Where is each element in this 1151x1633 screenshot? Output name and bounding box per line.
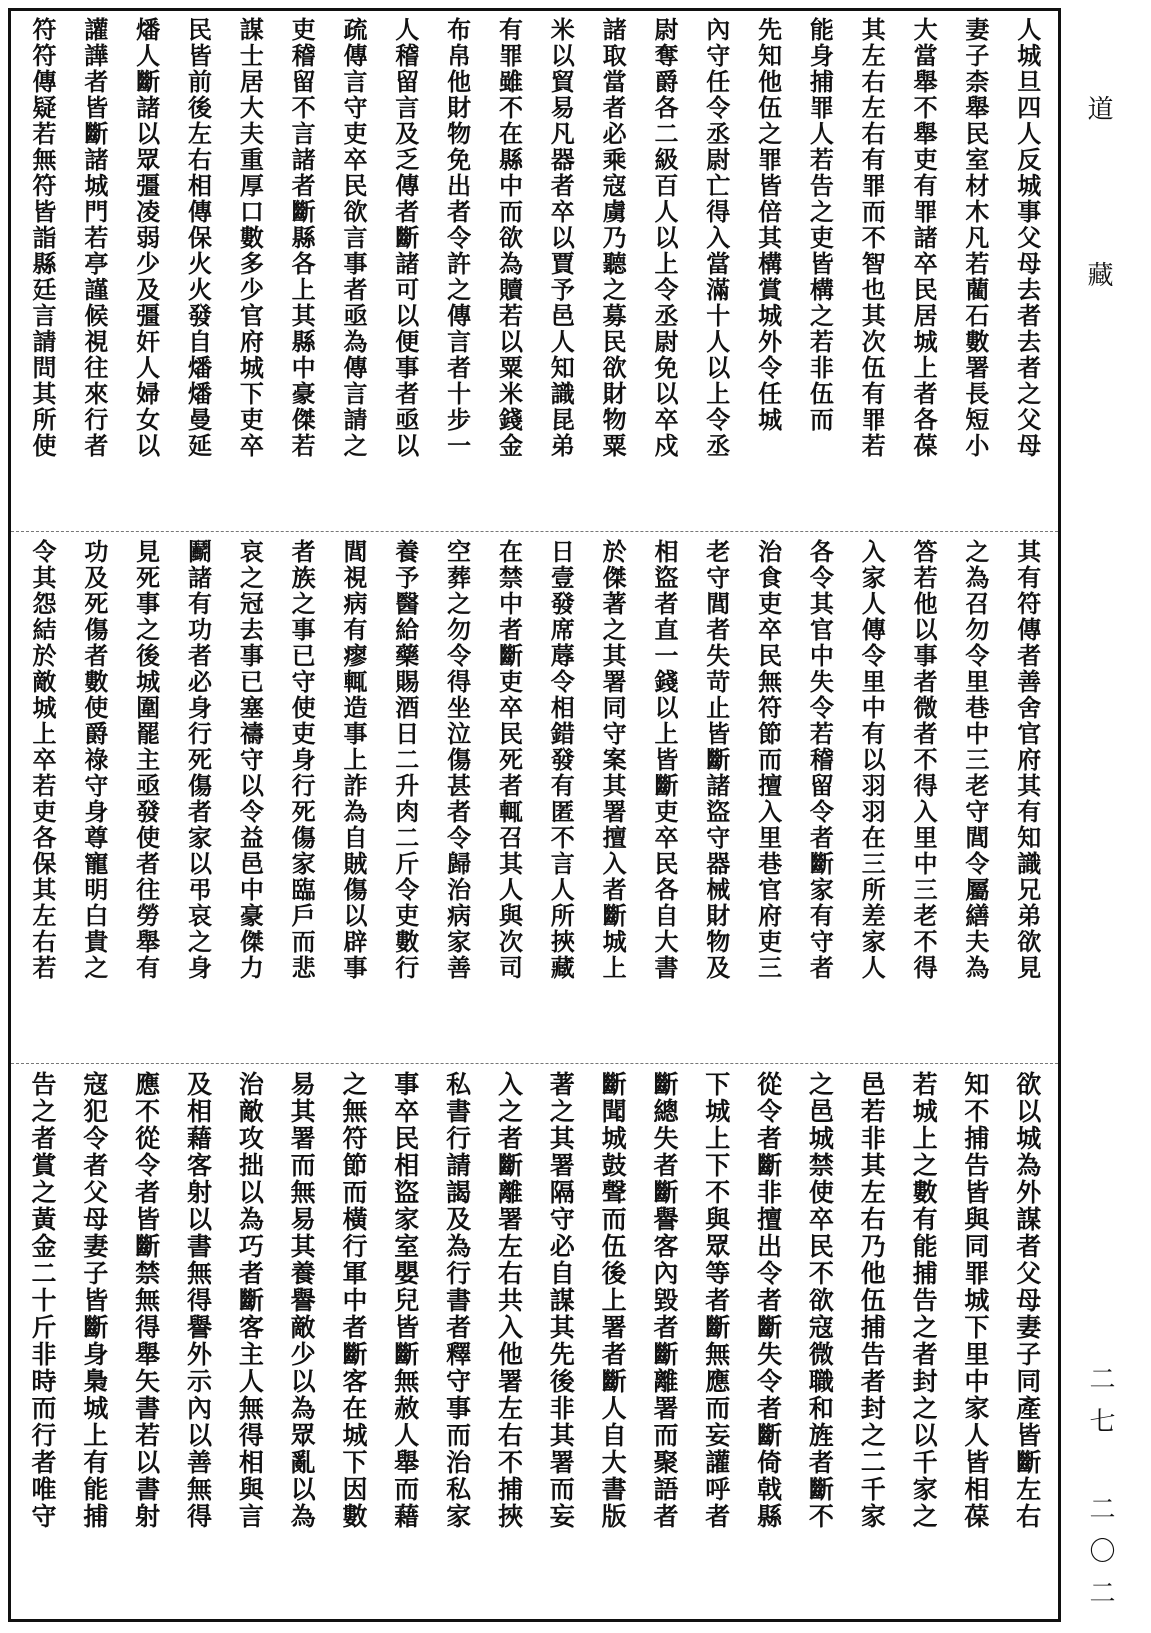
text-column: 其左右左右有罪而不智也其次伍有罪若 bbox=[857, 17, 887, 459]
text-column: 入家人傳令里中有以羽羽在三所差家人 bbox=[857, 539, 887, 981]
text-column: 告之者賞之黃金二十斤非時而行者唯守 bbox=[28, 1071, 57, 1530]
text-column: 者族之事已守使吏身行死傷家臨戶而悲 bbox=[287, 539, 317, 981]
text-column: 其有符傳者善舍官府其有知識兄弟欲見 bbox=[1012, 539, 1042, 981]
text-panel-top bbox=[11, 11, 1058, 529]
text-column: 從令者斷非擅出令者斷失令者斷倚戟縣 bbox=[753, 1071, 783, 1530]
text-column: 令其怨結於敵城上卒若吏各保其左右若 bbox=[28, 539, 57, 981]
text-column: 欲以城為外謀者父母妻子同產皆斷左右 bbox=[1012, 1071, 1042, 1530]
text-column: 吏稽留不言諸者斷縣各上其縣中豪傑若 bbox=[287, 17, 317, 459]
text-column: 之無符節而橫行軍中者斷客在城下因數 bbox=[338, 1071, 368, 1530]
text-column: 人城旦四人反城事父母去者去者之父母 bbox=[1012, 17, 1042, 459]
text-column: 讙譁者皆斷諸城門若亭謹候視往來行者 bbox=[79, 17, 109, 459]
text-column: 邑若非其左右乃他伍捕告者封之二千家 bbox=[857, 1071, 887, 1530]
text-column: 空葬之勿令得坐泣傷甚者令歸治病家善 bbox=[442, 539, 472, 981]
text-column: 治敵攻拙以為巧者斷客主人無得相與言 bbox=[235, 1071, 265, 1530]
text-column: 應不從令者皆斷禁無得舉矢書若以書射 bbox=[131, 1071, 161, 1530]
text-column: 大當舉不舉吏有罪諸卒民居城上者各葆 bbox=[909, 17, 939, 459]
text-column: 有罪雖不在縣中而欲為贖若以粟米錢金 bbox=[494, 17, 524, 459]
text-column: 及相藉客射以書無得譽外示內以善無得 bbox=[183, 1071, 213, 1530]
page-number: 二七 二〇二 bbox=[1085, 1365, 1115, 1621]
text-column: 斷聞城鼓聲而伍後上署者斷人自大書版 bbox=[598, 1071, 628, 1530]
text-column: 功及死傷者數使爵祿守身尊寵明白貴之 bbox=[79, 539, 109, 981]
text-column: 尉奪爵各二級百人以上令丞尉免以卒戍 bbox=[649, 17, 679, 459]
text-column: 布帛他財物免出者令許之傳言者十步一 bbox=[442, 17, 472, 459]
text-column: 能身捕罪人若告之吏皆構之若非伍而 bbox=[805, 17, 835, 433]
text-column: 斷總失者斷譽客內毀者斷離署而聚語者 bbox=[649, 1071, 679, 1530]
text-column: 哀之冠去事已塞禱守以令益邑中豪傑力 bbox=[235, 539, 265, 981]
text-column: 養予醫給藥賜酒日二升肉二斤令吏數行 bbox=[390, 539, 420, 981]
text-column: 易其署而無易其養譽敵少以為眾亂以為 bbox=[287, 1071, 317, 1530]
panel-divider bbox=[11, 1063, 1058, 1064]
text-column: 下城上下不與眾等者斷無應而妄讙呼者 bbox=[701, 1071, 731, 1530]
text-column: 先知他伍之罪皆倍其構賞城外令任城 bbox=[753, 17, 783, 433]
text-column: 之為召勿令里巷中三老守閭令屬繕夫為 bbox=[960, 539, 990, 981]
text-column: 燔人斷諸以眾彊凌弱少及彊奸人婦女以 bbox=[131, 17, 161, 459]
text-column: 答若他以事者微者不得入里中三老不得 bbox=[909, 539, 939, 981]
text-column: 知不捕告皆與同罪城下里中家人皆相葆 bbox=[960, 1071, 990, 1530]
text-panel-middle bbox=[11, 533, 1058, 1061]
text-panel-bottom bbox=[11, 1065, 1058, 1620]
text-column: 老守閭者失苛止皆斷諸盜守器械財物及 bbox=[701, 539, 731, 981]
text-column: 米以貿易凡器者卒以賈予邑人知識昆弟 bbox=[546, 17, 576, 459]
text-column: 妻子柰舉民室材木凡若藺石數署長短小 bbox=[960, 17, 990, 459]
text-column: 符符傳疑若無符皆詣縣廷言請問其所使 bbox=[28, 17, 57, 459]
text-column: 於傑著之其署同守案其署擅入者斷城上 bbox=[598, 539, 628, 981]
text-column: 疏傳言守吏卒民欲言事者亟為傳言請之 bbox=[338, 17, 368, 459]
panel-divider bbox=[11, 531, 1058, 532]
text-column: 各令其官中失令若稽留令者斷家有守者 bbox=[805, 539, 835, 981]
text-column: 私書行請謁及為行書者釋守事而治私家 bbox=[442, 1071, 472, 1530]
text-column: 鬬諸有功者必身行死傷者家以弔哀之身 bbox=[183, 539, 213, 981]
text-column: 民皆前後左右相傳保火火發自燔燔曼延 bbox=[183, 17, 213, 459]
text-column: 閭視病有瘳輒造事上詐為自賊傷以辟事 bbox=[338, 539, 368, 981]
text-column: 人稽留言及乏傳者斷諸可以便事者亟以 bbox=[390, 17, 420, 459]
text-column: 入之者斷離署左右共入他署左右不捕挾 bbox=[494, 1071, 524, 1530]
text-column: 治食吏卒民無符節而擅入里巷官府吏三 bbox=[753, 539, 783, 981]
text-column: 著之其署隔守必自謀其先後非其署而妄 bbox=[546, 1071, 576, 1530]
side-title: 道藏 bbox=[1083, 95, 1113, 427]
text-column: 相盜者直一錢以上皆斷吏卒民各自大書 bbox=[649, 539, 679, 981]
text-column: 日壹發席蓐令相錯發有匿不言人所挾藏 bbox=[546, 539, 576, 981]
text-column: 諸取當者必乘寇虜乃聽之募民欲財物粟 bbox=[598, 17, 628, 459]
text-column: 事卒民相盜家室嬰兒皆斷無赦人舉而藉 bbox=[390, 1071, 420, 1530]
text-column: 寇犯令者父母妻子皆斷身梟城上有能捕 bbox=[79, 1071, 109, 1530]
text-column: 之邑城禁使卒民不欲寇微職和旌者斷不 bbox=[805, 1071, 835, 1530]
text-column: 見死事之後城圍罷主亟發使者往勞舉有 bbox=[131, 539, 161, 981]
text-column: 在禁中者斷吏卒民死者輒召其人與次司 bbox=[494, 539, 524, 981]
text-column: 若城上之數有能捕告之者封之以千家之 bbox=[909, 1071, 939, 1530]
text-column: 內守任令丞尉亡得入當滿十人以上令丞 bbox=[701, 17, 731, 459]
text-column: 謀士居大夫重厚口數多少官府城下吏卒 bbox=[235, 17, 265, 459]
